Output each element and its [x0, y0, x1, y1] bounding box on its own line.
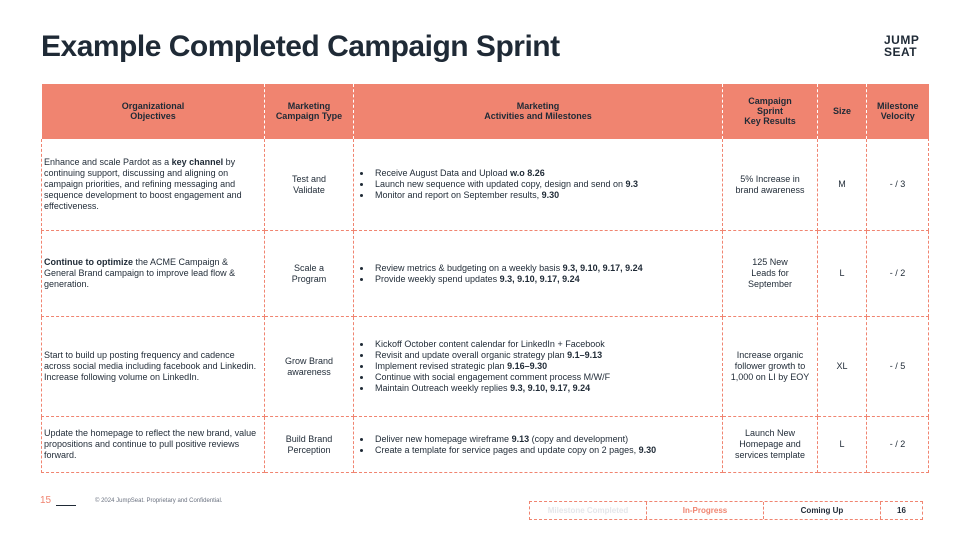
velocity-cell: - / 2: [867, 231, 929, 317]
campaign-type-cell: Grow Brand awareness: [265, 317, 354, 417]
size-cell: XL: [818, 317, 867, 417]
header-activities: Marketing Activities and Milestones: [354, 84, 723, 139]
activity-item: • Kickoff October content calendar for LinkedIn + Facebook: [372, 339, 720, 350]
table-row: [42, 417, 929, 473]
table-row: [42, 139, 929, 231]
activities-cell: [354, 317, 723, 417]
status-coming-up: Coming Up: [764, 502, 881, 519]
campaign-type-cell: Test and Validate: [265, 139, 354, 231]
size-cell: L: [818, 417, 867, 473]
header-size: Size: [818, 84, 867, 139]
activity-item: • Revisit and update overall organic strategy plan 9.1–9.13: [372, 350, 720, 361]
activity-item: • Launch new sequence with updated copy, design and send on 9.3: [372, 179, 720, 190]
key-results-cell: 125 New Leads for September: [723, 231, 818, 317]
key-results-cell: Launch New Homepage and services template: [723, 417, 818, 473]
activity-item: • Receive August Data and Upload w.o 8.26: [372, 168, 720, 179]
table-row: [42, 317, 929, 417]
copyright-notice: © 2024 JumpSeat. Proprietary and Confidential.: [95, 498, 223, 504]
header-key-results: Campaign Sprint Key Results: [723, 84, 818, 139]
status-in-progress: In-Progress: [647, 502, 764, 519]
activities-cell: [354, 417, 723, 473]
status-milestone-completed: Milestone Completed: [530, 502, 647, 519]
activity-item: • Provide weekly spend updates 9.3, 9.10, 9.17, 9.24: [372, 274, 720, 285]
key-results-cell: Increase organic follower growth to 1,000 on LI by EOY: [723, 317, 818, 417]
header-velocity: Milestone Velocity: [867, 84, 929, 139]
page-title: Example Completed Campaign Sprint: [41, 30, 560, 63]
page-number: 15: [40, 495, 52, 506]
velocity-cell: - / 3: [867, 139, 929, 231]
velocity-cell: - / 5: [867, 317, 929, 417]
campaign-sprint-table: [41, 84, 929, 473]
jumpseat-logo: [884, 34, 930, 58]
objective-cell: Continue to optimize the ACME Campaign & General Brand campaign to improve lead flow & generation.: [42, 231, 265, 317]
activity-item: • Monitor and report on September results, 9.30: [372, 190, 720, 201]
objective-cell: Enhance and scale Pardot as a key channel by continuing support, discussing and aligning on campaign priorities, and refining messaging and sequence development to boost engagement and effectiveness.: [42, 139, 265, 231]
campaign-type-cell: Scale a Program: [265, 231, 354, 317]
activity-item: • Implement revised strategic plan 9.16–9.30: [372, 361, 720, 372]
activity-item: • Continue with social engagement comment process M/W/F: [372, 372, 720, 383]
objective-cell: Start to build up posting frequency and cadence across social media including facebook and Linkedin. Increase following volume on LinkedIn.: [42, 317, 265, 417]
activities-cell: [354, 231, 723, 317]
milestone-status-legend: [529, 501, 923, 520]
table-header-row: [42, 84, 929, 139]
activities-cell: [354, 139, 723, 231]
page-number-divider: [56, 505, 76, 506]
activity-item: • Review metrics & budgeting on a weekly basis 9.3, 9.10, 9.17, 9.24: [372, 263, 720, 274]
campaign-type-cell: Build Brand Perception: [265, 417, 354, 473]
status-total: 16: [897, 506, 906, 515]
header-objectives: Organizational Objectives: [42, 84, 265, 139]
activity-item: • Deliver new homepage wireframe 9.13 (copy and development): [372, 434, 720, 445]
header-campaign-type: Marketing Campaign Type: [265, 84, 354, 139]
key-results-cell: 5% Increase in brand awareness: [723, 139, 818, 231]
objective-cell: Update the homepage to reflect the new brand, value propositions and continue to pull positive reviews forward.: [42, 417, 265, 473]
size-cell: M: [818, 139, 867, 231]
velocity-cell: - / 2: [867, 417, 929, 473]
logo-line-2: SEAT: [884, 45, 918, 59]
size-cell: L: [818, 231, 867, 317]
activity-item: • Maintain Outreach weekly replies 9.3, 9.10, 9.17, 9.24: [372, 383, 720, 394]
table-row: [42, 231, 929, 317]
logo-line-1: JUMP: [884, 33, 920, 47]
activity-item: • Create a template for service pages and update copy on 2 pages, 9.30: [372, 445, 720, 456]
